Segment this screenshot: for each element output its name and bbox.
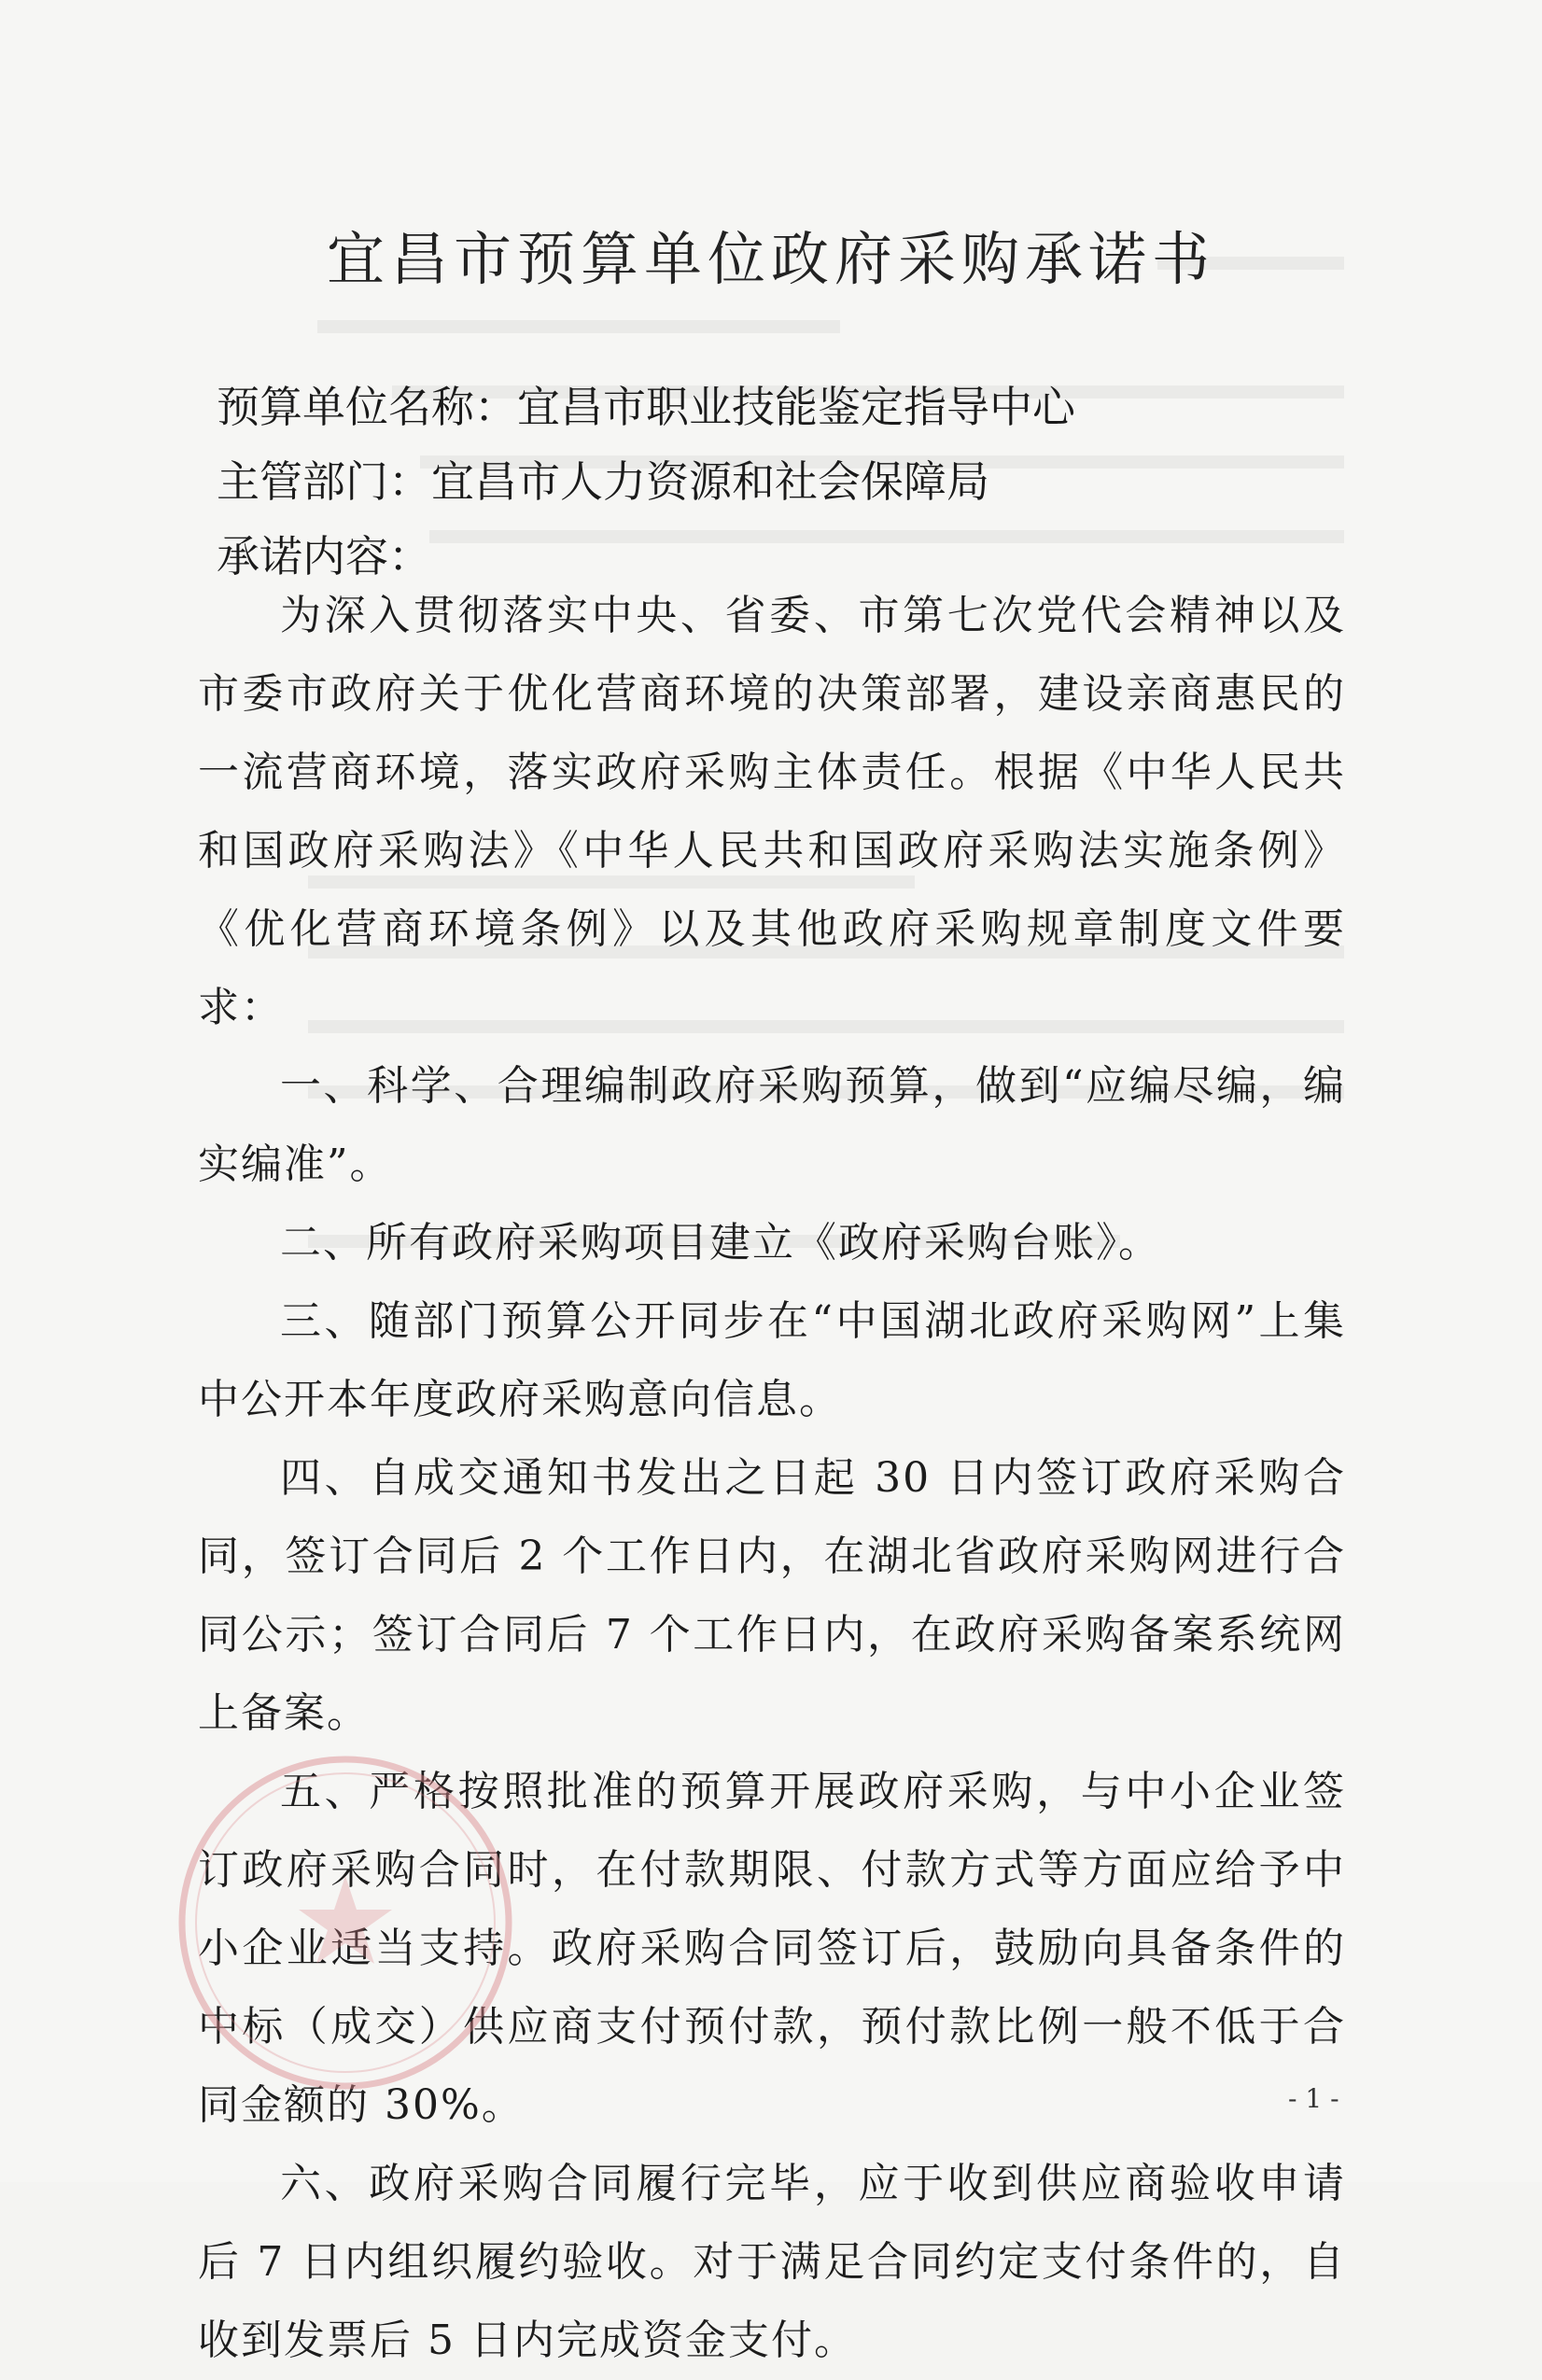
clause-5: 五、严格按照批准的预算开展政府采购，与中小企业签订政府采购合同时，在付款期限、付款方式等方面应给予中小企业适当支持。政府采购合同签订后，鼓励向具备条件的中标（成交）供应商支付预付款，预付款比例一般不低于合同金额的 30%。 bbox=[198, 1768, 1346, 2129]
commitment-body bbox=[198, 577, 1346, 2380]
supervising-department: 主管部门：宜昌市人力资源和社会保障局 bbox=[217, 456, 989, 507]
clause-6: 六、政府采购合同履行完毕，应于收到供应商验收申请后 7 日内组织履约验收。对于满足合同约定支付条件的，自收到发票后 5 日内完成资金支付。 bbox=[198, 2160, 1346, 2364]
document-title: 宜昌市预算单位政府采购承诺书 bbox=[326, 225, 1215, 293]
page-number: - 1 - bbox=[1288, 2083, 1339, 2114]
commitment-content-label: 承诺内容： bbox=[217, 531, 431, 581]
clause-1: 一、科学、合理编制政府采购预算，做到“应编尽编，编实编准”。 bbox=[198, 1062, 1346, 1188]
official-seal-stamp bbox=[168, 1745, 523, 2100]
clause-4: 四、自成交通知书发出之日起 30 日内签订政府采购合同，签订合同后 2 个工作日内，在湖北省政府采购网进行合同公示；签订合同后 7 个工作日内，在政府采购备案系统网上备案。 bbox=[198, 1454, 1346, 1737]
budget-unit-name: 预算单位名称：宜昌市职业技能鉴定指导中心 bbox=[217, 382, 1075, 432]
clause-3: 三、随部门预算公开同步在“中国湖北政府采购网”上集中公开本年度政府采购意向信息。 bbox=[198, 1297, 1346, 1423]
clause-2: 二、所有政府采购项目建立《政府采购台账》。 bbox=[280, 1219, 1161, 1267]
intro-paragraph: 为深入贯彻落实中央、省委、市第七次党代会精神以及市委市政府关于优化营商环境的决策部署，建设亲商惠民的一流营商环境，落实政府采购主体责任。根据《中华人民共和国政府采购法》《中华人民共和国政府采购法实施条例》《优化营商环境条例》以及其他政府采购规章制度文件要求： bbox=[198, 592, 1346, 1031]
